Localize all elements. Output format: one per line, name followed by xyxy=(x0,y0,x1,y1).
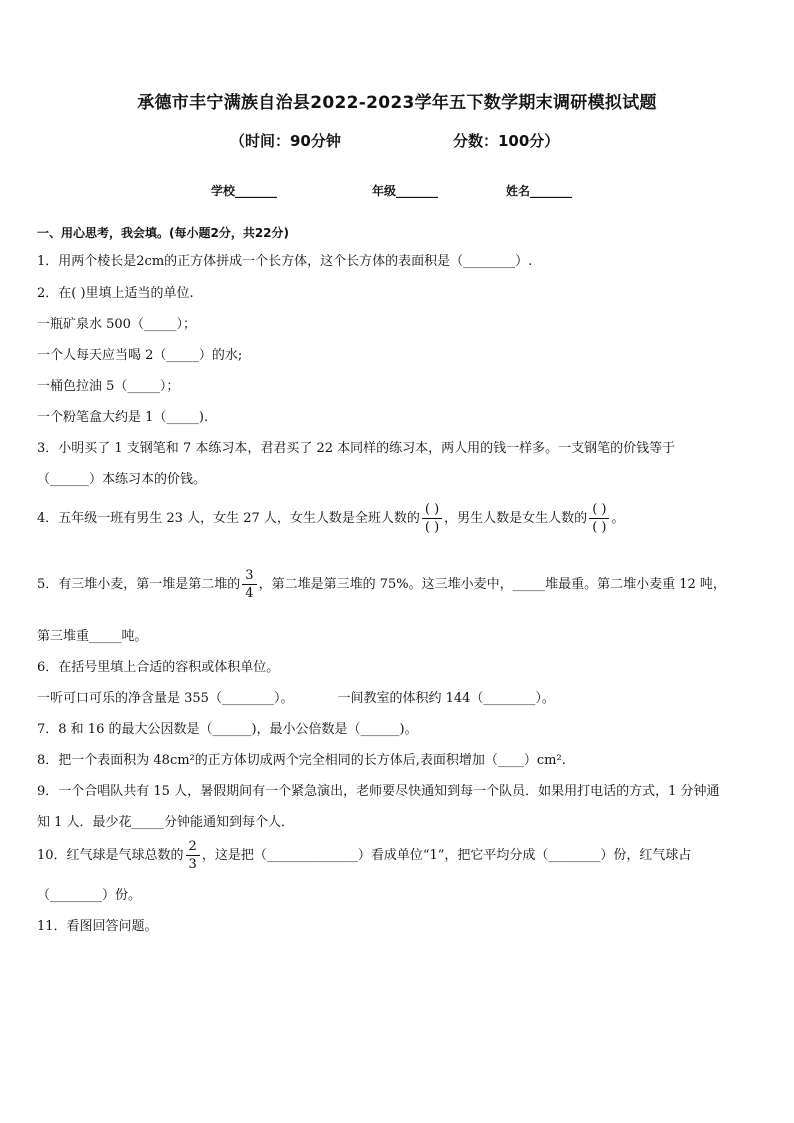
question-3-line-2: （______）本练习本的价钱。 xyxy=(37,472,207,487)
exam-time: （时间：90分钟 xyxy=(230,132,341,150)
question-7: 7．8 和 16 的最大公因数是（______)，最小公倍数是（______)。 xyxy=(37,722,418,737)
exam-score: 分数：100分） xyxy=(453,132,560,150)
question-4-fraction-2: $\frac{( )}{( )}$ xyxy=(589,503,609,534)
question-2: 2．在( )里填上适当的单位. xyxy=(37,286,194,301)
question-4 xyxy=(37,503,624,534)
question-10-line-2: （________）份。 xyxy=(37,888,142,903)
grade-field: 年级_______ xyxy=(372,184,439,198)
question-10 xyxy=(37,840,691,871)
question-9-line-1: 9．一个合唱队共有 15 人，暑假期间有一个紧急演出，老师要尽快通知到每一个队员．如果用打电话的方式，1 分钟通 xyxy=(37,784,720,799)
question-6: 6．在括号里填上合适的容积或体积单位。 xyxy=(37,660,280,675)
question-11: 11．看图回答问题。 xyxy=(37,919,158,934)
question-5-text-a: 5．有三堆小麦，第一堆是第二堆的 xyxy=(37,577,241,592)
question-4-text-b: ，男生人数是女生人数的 xyxy=(444,511,588,526)
question-6-items xyxy=(37,687,555,706)
name-field: 姓名_______ xyxy=(506,184,573,198)
question-4-text-c: 。 xyxy=(611,511,625,526)
question-2-item-b: 一个人每天应当喝 2（_____）的水; xyxy=(37,348,243,363)
question-8: 8．把一个表面积为 48cm²的正方体切成两个完全相同的长方体后,表面积增加（____）cm². xyxy=(37,753,566,768)
question-10-text-a: 10．红气球是气球总数的 xyxy=(37,848,184,863)
question-4-text-a: 4．五年级一班有男生 23 人，女生 27 人，女生人数是全班人数的 xyxy=(37,511,420,526)
question-6-item-b: 一间教室的体积约 144（________）。 xyxy=(337,691,555,706)
question-2-item-c: 一桶色拉油 5（_____）； xyxy=(37,379,180,394)
section-heading: 一、用心思考，我会填。(每小题2分，共22分) xyxy=(37,226,290,240)
school-field: 学校_______ xyxy=(211,184,278,198)
question-6-item-a: 一听可口可乐的净含量是 355（________）。 xyxy=(37,691,294,706)
question-5-fraction: $\frac{3}{4}$ xyxy=(242,569,256,600)
question-5-line-2: 第三堆重_____吨。 xyxy=(37,629,148,644)
question-5-text-b: ，第二堆是第三堆的 75%。这三堆小麦中，_____堆最重。第二堆小麦重 12 吨， xyxy=(258,577,726,592)
question-10-fraction: $\frac{2}{3}$ xyxy=(186,840,200,871)
page-title: 承德市丰宁满族自治县2022-2023学年五下数学期末调研模拟试题 xyxy=(137,93,657,113)
question-1: 1．用两个棱长是2cm的正方体拼成一个长方体，这个长方体的表面积是（________）. xyxy=(37,254,533,269)
question-2-item-d: 一个粉笔盒大约是 1（_____). xyxy=(37,410,209,425)
question-2-item-a: 一瓶矿泉水 500（_____）； xyxy=(37,317,196,332)
question-9-line-2: 知 1 人．最少花_____分钟能通知到每个人． xyxy=(37,815,295,830)
question-3-line-1: 3．小明买了 1 支钢笔和 7 本练习本，君君买了 22 本同样的练习本，两人用的钱一样多。一支钢笔的价钱等于 xyxy=(37,441,676,456)
question-4-fraction-1: $\frac{( )}{( )}$ xyxy=(422,503,442,534)
question-5 xyxy=(37,569,726,600)
question-10-text-b: ，这是把（______________）看成单位“1”，把它平均分成（________）份，红气球占 xyxy=(201,848,692,863)
